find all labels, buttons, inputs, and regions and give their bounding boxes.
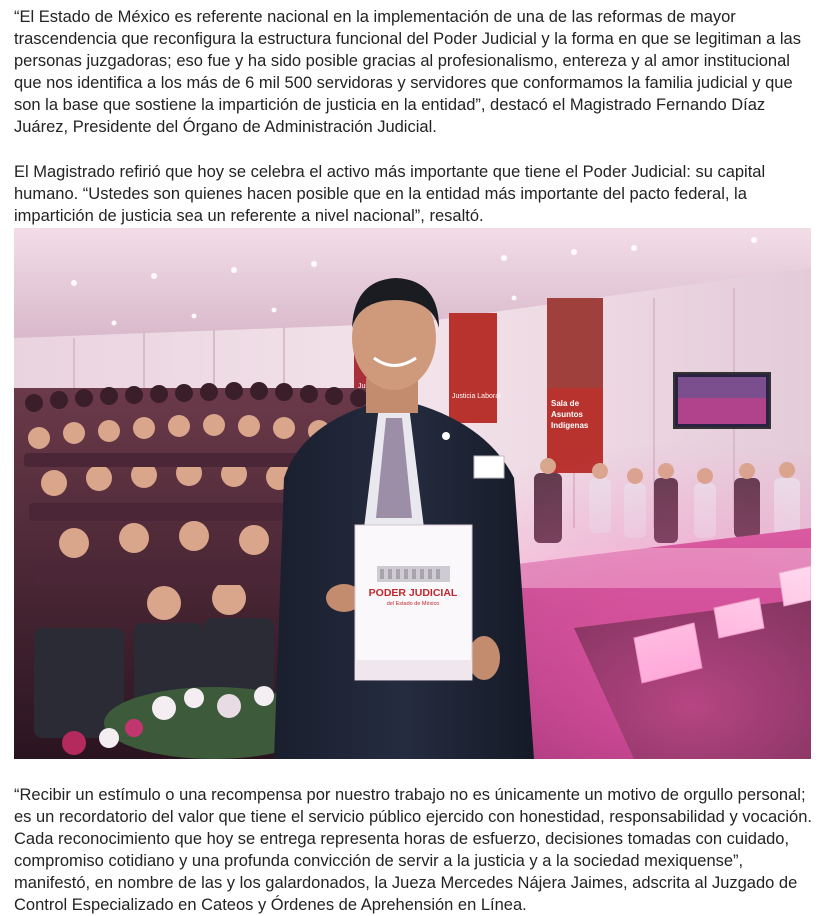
folder-subtitle: del Estado de México: [386, 601, 440, 607]
certificate-folder: [355, 525, 472, 680]
paragraph-quote-jueza: “Recibir un estímulo o una recompensa por nuestro trabajo no es únicamente un motivo de orgullo personal; es un recordatorio del valor que tiene el servicio público ejercido con honestidad, responsabilidad y vocación. Cada reconocimiento que hoy se entrega representa horas de esfuerzo, decisiones tomadas con cuidado, compromiso cotidiano y una profunda convicción de servir a la justicia y a la sociedad mexiquense”, manifestó, en nombre de las y los galardonados, la Jueza Mercedes Nájera Jaimes, adscrita al Juzgado de Control Especializado en Cateos y Órdenes de Aprehensión en Línea.: [14, 786, 812, 914]
event-photo: [14, 228, 811, 759]
event-photo-illustration: [14, 228, 811, 759]
paragraph-quote-magistrado: “El Estado de México es referente nacional en la implementación de una de las reformas de mayor trascendencia que reconfigura la estructura funcional del Poder Judicial y la forma en que se legitiman a las personas juzgadoras; eso fue y ha sido posible gracias al profesionalismo, entereza y al amor institucional que nos identifica a los más de 6 mil 500 servidoras y servidores que conformamos la familia judicial y que son la base que sostiene la impartición de justicia en la entidad”, destacó el Magistrado Fernando Díaz Juárez, Presidente del Órgano de Administración Judicial.: [14, 8, 801, 136]
folder-title: PODER JUDICIAL: [368, 587, 458, 599]
paragraph-capital-humano: El Magistrado refirió que hoy se celebra el activo más importante que tiene el Poder Judicial: su capital humano. “Ustedes son quienes hacen posible que en la entidad más importante del pacto federal, la impartición de justicia sea un referente a nivel nacional”, resaltó.: [14, 163, 766, 225]
